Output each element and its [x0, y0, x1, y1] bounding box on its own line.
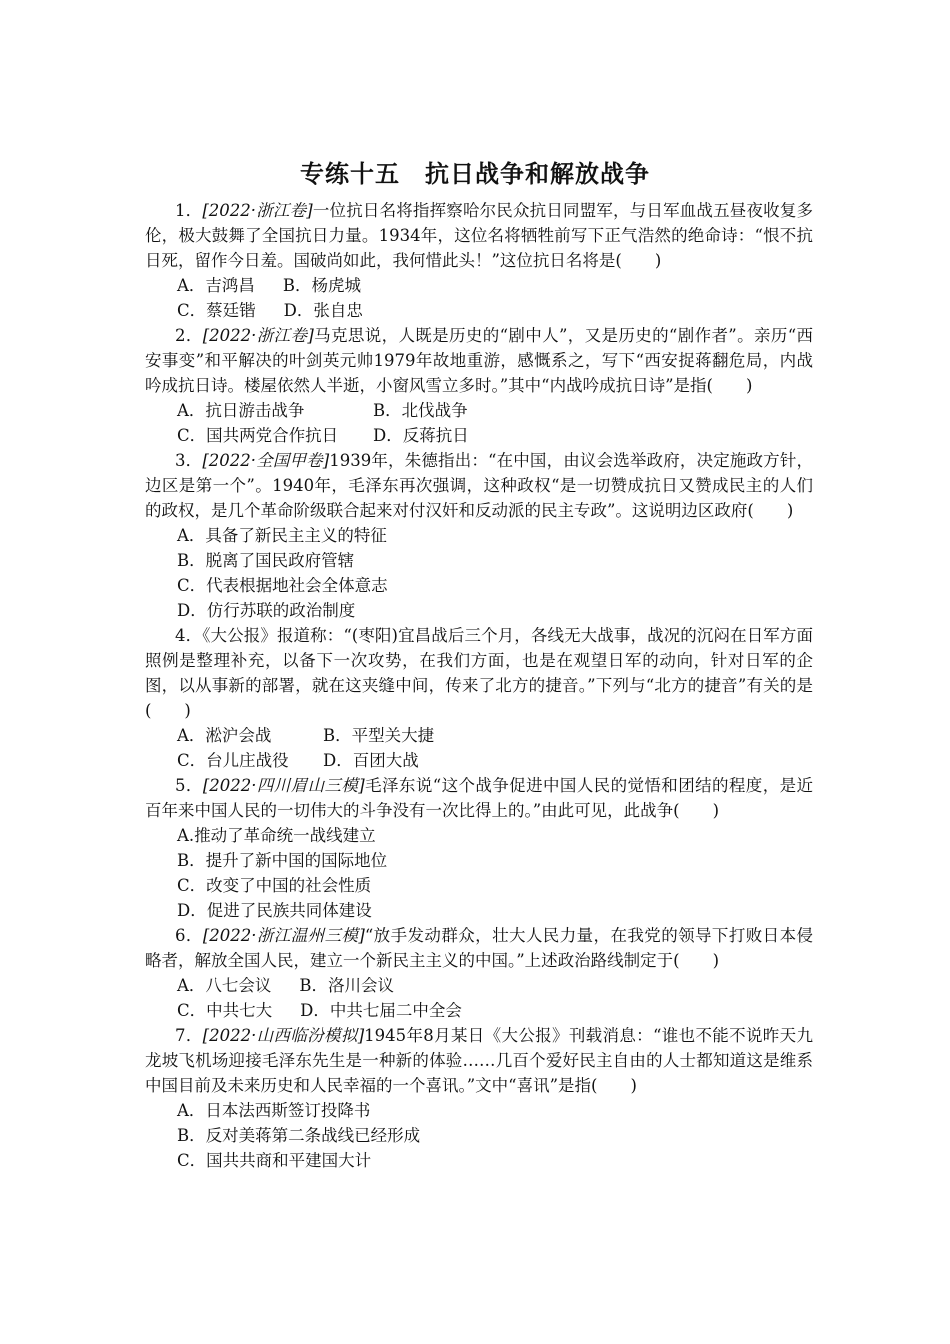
option[interactable]: C．国共共商和平建国大计 [177, 1151, 372, 1170]
question-7 [145, 1023, 813, 1173]
question-number: 2． [175, 326, 203, 345]
option[interactable]: A．吉鸿昌 [177, 276, 255, 295]
question-number: 3． [175, 451, 203, 470]
question-source: [2022·四川眉山三模] [202, 776, 365, 795]
option[interactable]: C．改变了中国的社会性质 [177, 876, 372, 895]
option[interactable]: C．蔡廷锴 [177, 301, 256, 320]
option[interactable]: A．八七会议 [177, 976, 272, 995]
option[interactable]: A．抗日游击战争 [177, 401, 305, 420]
option[interactable]: B．平型关大捷 [323, 726, 435, 745]
page-title: 专练十五 抗日战争和解放战争 [300, 160, 650, 188]
question-source: [2022·浙江卷] [202, 201, 313, 220]
option-row [145, 273, 813, 298]
question-text: 马克思说，人既是历史的“剧中人”，又是历史的“剧作者”。亲历“西安事变”和平解决的叶剑英元帅1979年故地重游，感慨系之，写下“西安捉蒋翻危局，内战吟成抗日诗。楼屋依然人半逝，小窗风雪立多时。”其中“内战吟成抗日诗”是指( ) [145, 326, 813, 395]
option-row [145, 748, 813, 773]
question-stem [145, 448, 813, 523]
option-row [145, 723, 813, 748]
question-number: 6． [175, 926, 203, 945]
option[interactable]: B．杨虎城 [282, 276, 362, 295]
question-stem [145, 773, 813, 823]
option[interactable]: C．台儿庄战役 [177, 751, 289, 770]
question-stem [145, 623, 813, 723]
option[interactable]: A．具备了新民主主义的特征 [177, 526, 387, 545]
option[interactable]: C．代表根据地社会全体意志 [177, 576, 388, 595]
question-source: [2022·山西临汾模拟] [202, 1026, 365, 1045]
option[interactable]: A．日本法西斯签订投降书 [177, 1101, 371, 1120]
question-5 [145, 773, 813, 923]
question-6 [145, 923, 813, 1023]
question-4 [145, 623, 813, 773]
option[interactable]: D．仿行苏联的政治制度 [177, 601, 356, 620]
question-3 [145, 448, 813, 623]
option[interactable]: A．淞沪会战 [177, 726, 272, 745]
option-row [145, 998, 813, 1023]
question-source: [2022·全国甲卷] [202, 451, 330, 470]
question-number: 7． [175, 1026, 203, 1045]
question-number: 5． [175, 776, 203, 795]
question-text: 《大公报》报道称：“(枣阳)宜昌战后三个月，各线无大战事，战况的沉闷在日军方面照例是整理补充，以备下一次攻势，在我们方面，也是在观望日军的动向，针对日军的企图，以从事新的部署，就在这夹缝中间，传来了北方的捷音。”下列与“北方的捷音”有关的是( ) [145, 626, 813, 720]
option[interactable]: D．张自忠 [283, 301, 363, 320]
question-text: “放手发动群众，壮大人民力量，在我党的领导下打败日本侵略者，解放全国人民，建立一个新民主主义的中国。”上述政治路线制定于( ) [145, 926, 813, 970]
option[interactable]: C．中共七大 [177, 1001, 273, 1020]
option[interactable]: D．反蒋抗日 [373, 426, 469, 445]
question-number: 4． [175, 626, 203, 645]
question-text: 毛泽东说“这个战争促进中国人民的觉悟和团结的程度，是近百年来中国人民的一切伟大的斗争没有一次比得上的。”由此可见，此战争( ) [145, 776, 813, 820]
question-text: 一位抗日名将指挥察哈尔民众抗日同盟军，与日军血战五昼夜收复多伦，极大鼓舞了全国抗日力量。1934年，这位名将牺牲前写下正气浩然的绝命诗：“恨不抗日死，留作今日羞。国破尚如此，我何惜此头！”这位抗日名将是( ) [145, 201, 814, 270]
option-row [145, 423, 813, 448]
option-row [145, 973, 813, 998]
question-stem [145, 1023, 813, 1098]
option[interactable]: A.推动了革命统一战线建立 [177, 826, 376, 845]
option[interactable]: D．促进了民族共同体建设 [177, 901, 372, 920]
option[interactable]: D．中共七届二中全会 [300, 1001, 462, 1020]
question-text: 1945年8月某日《大公报》刊载消息：“谁也不能不说昨天九龙坡飞机场迎接毛泽东先生是一种新的体验……几百个爱好民主自由的人士都知道这是维系中国目前及未来历史和人民幸福的一个喜讯。”文中“喜讯”是指( ) [145, 1026, 813, 1095]
question-number: 1． [175, 201, 203, 220]
question-2 [145, 323, 813, 448]
option[interactable]: B．提升了新中国的国际地位 [177, 851, 388, 870]
question-text: 1939年，朱德指出：“在中国，由议会选举政府，决定施政方针，边区是第一个”。1940年，毛泽东再次强调，这种政权“是一切赞成抗日又赞成民主的人们的政权，是几个革命阶级联合起来对付汉奸和反动派的民主专政”。这说明边区政府( ) [145, 451, 813, 520]
option[interactable]: C．国共两党合作抗日 [177, 426, 339, 445]
question-stem [145, 923, 813, 973]
option-row [145, 298, 813, 323]
option[interactable]: D．百团大战 [323, 751, 419, 770]
option[interactable]: B．北伐战争 [373, 401, 468, 420]
option[interactable]: B．洛川会议 [299, 976, 395, 995]
question-stem [145, 198, 813, 273]
question-1 [145, 198, 813, 323]
question-source: [2022·浙江温州三模] [202, 926, 365, 945]
question-stem [145, 323, 813, 398]
question-source: [2022·浙江卷] [202, 326, 314, 345]
question-list [145, 198, 813, 1173]
option[interactable]: B．反对美蒋第二条战线已经形成 [177, 1126, 421, 1145]
option-row [145, 398, 813, 423]
option[interactable]: B．脱离了国民政府管辖 [177, 551, 355, 570]
